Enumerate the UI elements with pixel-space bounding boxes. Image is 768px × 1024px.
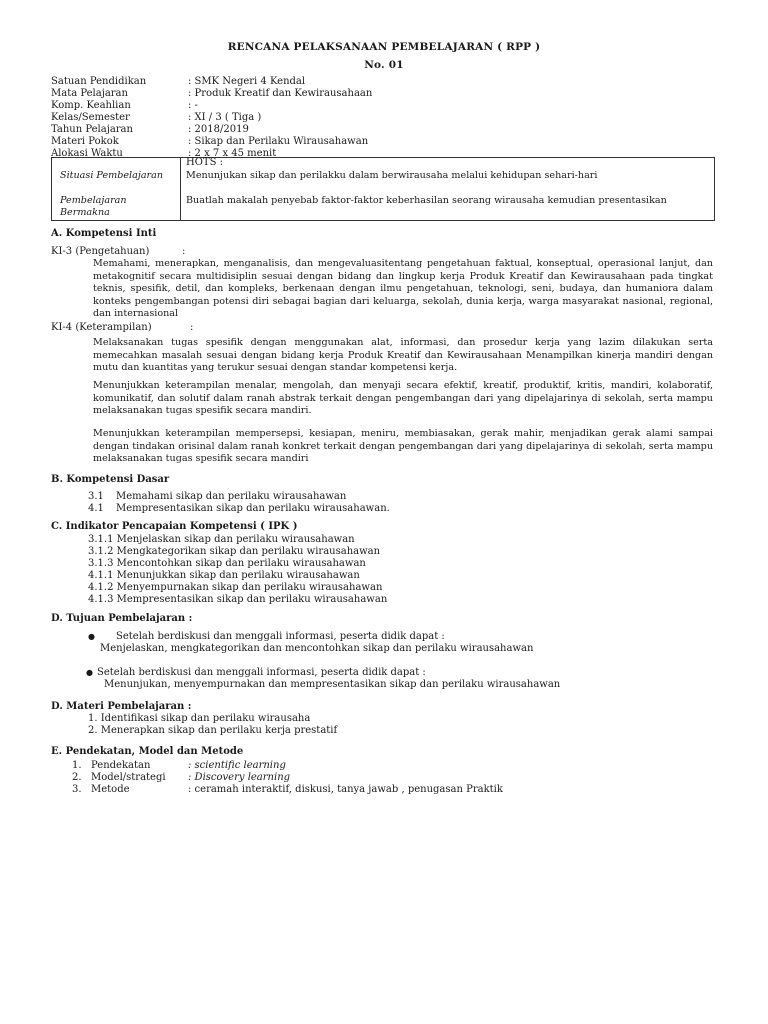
tujuan-line: Menunjukan, menyempurnakan dan mempresentasikan sikap dan perilaku wirausahawan — [104, 679, 561, 690]
metode-value: : ceramah interaktif, diskusi, tanya jawab , penugasan Praktik — [188, 784, 503, 795]
tujuan-line: Setelah berdiskusi dan menggali informasi, peserta didik dapat : — [97, 667, 426, 678]
section-a-title: A. Kompetensi Inti — [51, 228, 157, 239]
hots-divider — [180, 157, 181, 221]
metode-label: Model/strategi — [91, 772, 166, 783]
kd-number: 4.1 — [88, 503, 104, 514]
identity-label: Satuan Pendidikan — [51, 76, 147, 87]
identity-value: : - — [188, 100, 198, 111]
ipk-item: 4.1.2 Menyempurnakan sikap dan perilaku wirausahawan — [88, 582, 383, 593]
hots-label: Bermakna — [60, 207, 110, 218]
section-e-title: E. Pendekatan, Model dan Metode — [51, 746, 244, 757]
section-c-title: C. Indikator Pencapaian Kompetensi ( IPK ) — [51, 521, 298, 532]
identity-value: : Sikap dan Perilaku Wirausahawan — [188, 136, 369, 147]
kd-number: 3.1 — [88, 491, 104, 502]
section-d-materi-title: D. Materi Pembelajaran : — [51, 701, 192, 712]
metode-number: 3. — [72, 784, 82, 795]
ipk-item: 3.1.3 Mencontohkan sikap dan perilaku wirausahawan — [88, 558, 366, 569]
ipk-item: 4.1.1 Menunjukkan sikap dan perilaku wirausahawan — [88, 570, 360, 581]
metode-value: : Discovery learning — [188, 772, 291, 783]
document-number: No. 01 — [364, 59, 404, 71]
identity-value: : 2018/2019 — [188, 124, 249, 135]
hots-text: Menunjukan sikap dan perilakku dalam berwirausaha melalui kehidupan sehari-hari — [186, 170, 598, 181]
identity-label: Komp. Keahlian — [51, 100, 131, 111]
ipk-item: 3.1.1 Menjelaskan sikap dan perilaku wirausahawan — [88, 534, 355, 545]
section-d-tujuan-title: D. Tujuan Pembelajaran : — [51, 613, 193, 624]
section-b-title: B. Kompetensi Dasar — [51, 474, 170, 485]
kd-text: Mempresentasikan sikap dan perilaku wirausahawan. — [116, 503, 390, 514]
bullet-icon: ● — [86, 668, 93, 677]
identity-label: Kelas/Semester — [51, 112, 130, 123]
hots-text: Buatlah makalah penyebab faktor-faktor keberhasilan seorang wirausaha kemudian presentasikan — [186, 195, 667, 206]
identity-label: Alokasi Waktu — [51, 148, 123, 159]
ipk-item: 3.1.2 Mengkategorikan sikap dan perilaku wirausahawan — [88, 546, 381, 557]
hots-label: Pembelajaran — [60, 195, 127, 206]
ki4-paragraph: Melaksanakan tugas spesifik dengan menggunakan alat, informasi, dan prosedur kerja yang lazim dilakukan serta memecahkan masalah sesuai dengan bidang kerja Produk Kreatif dan Kewirausahaan Menampilkan kinerja mandiri dengan mutu dan kuantitas yang terukur sesuai dengan standar kompetensi kerja. — [93, 337, 713, 374]
identity-label: Tahun Pelajaran — [51, 124, 133, 135]
metode-label: Metode — [91, 784, 130, 795]
tujuan-line: Setelah berdiskusi dan menggali informasi, peserta didik dapat : — [116, 631, 445, 642]
hots-table — [51, 157, 715, 221]
kd-text: Memahami sikap dan perilaku wirausahawan — [116, 491, 347, 502]
ki4-label: KI-4 (Keterampilan) — [51, 322, 152, 333]
materi-item: 1. Identifikasi sikap dan perilaku wirausaha — [88, 713, 311, 724]
metode-value: : scientific learning — [188, 760, 286, 771]
tujuan-line: Menjelaskan, mengkategorikan dan mencontohkan sikap dan perilaku wirausahawan — [100, 643, 534, 654]
ki4-colon: : — [190, 322, 194, 333]
bullet-icon: ● — [88, 632, 95, 641]
hots-label: Situasi Pembelajaran — [60, 170, 164, 181]
metode-label: Pendekatan — [91, 760, 151, 771]
ki3-text: Memahami, menerapkan, menganalisis, dan mengevaluasitentang pengetahuan faktual, konseptual, operasional lanjut, dan metakognitif secara multidisiplin sesuai dengan bidang dan lingkup kerja Produk Kreatif dan Kewirausahaan pada tingkat teknis, spesifik, detil, dan kompleks, berkenaan dengan ilmu pengetahuan, teknologi, seni, budaya, dan humaniora dalam konteks pengembangan potensi diri sebagai bagian dari keluarga, sekolah, dunia kerja, warga masyarakat nasional, regional, dan internasional — [93, 258, 713, 320]
ki4-paragraph: Menunjukkan keterampilan menalar, mengolah, dan menyaji secara efektif, kreatif, produktif, kritis, mandiri, kolaboratif, komunikatif, dan solutif dalam ranah abstrak terkait dengan pengembangan dari yang dipelajarinya di sekolah, serta mampu melaksanakan tugas spesifik secara mandiri. — [93, 380, 713, 417]
document-title: RENCANA PELAKSANAAN PEMBELAJARAN ( RPP ) — [227, 41, 541, 53]
ki4-paragraph: Menunjukkan keterampilan mempersepsi, kesiapan, meniru, membiasakan, gerak mahir, menjadikan gerak alami sampai dengan tindakan orisinal dalam ranah konkret terkait dengan pengembangan dari yang dipelajarinya di sekolah, serta mampu melaksanakan tugas spesifik secara mandiri — [93, 428, 713, 465]
metode-number: 1. — [72, 760, 82, 771]
identity-value: : Produk Kreatif dan Kewirausahaan — [188, 88, 373, 99]
identity-value: : 2 x 7 x 45 menit — [188, 148, 277, 159]
hots-heading: HOTS : — [186, 157, 223, 168]
ipk-item: 4.1.3 Mempresentasikan sikap dan perilaku wirausahawan — [88, 594, 388, 605]
ki3-label: KI-3 (Pengetahuan) — [51, 246, 150, 257]
identity-value: : SMK Negeri 4 Kendal — [188, 76, 306, 87]
materi-item: 2. Menerapkan sikap dan perilaku kerja prestatif — [88, 725, 338, 736]
identity-label: Materi Pokok — [51, 136, 119, 147]
ki3-colon: : — [182, 246, 186, 257]
metode-number: 2. — [72, 772, 82, 783]
identity-label: Mata Pelajaran — [51, 88, 128, 99]
identity-value: : XI / 3 ( Tiga ) — [188, 112, 262, 123]
